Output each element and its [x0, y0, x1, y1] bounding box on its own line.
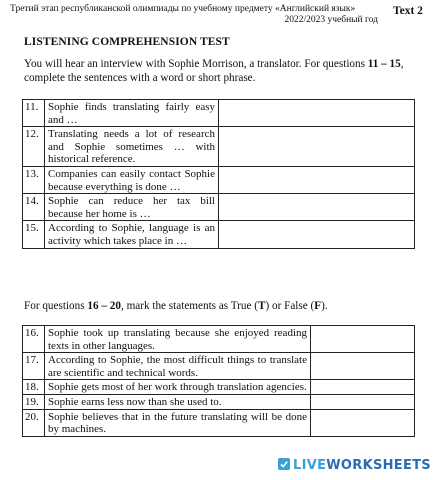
question-text: According to Sophie, language is an activity which takes place in … [45, 221, 219, 248]
question-text: Sophie finds translating fairly easy and … [45, 100, 219, 127]
text-label: Text 2 [393, 5, 423, 17]
instructions-1-range: 11 – 15 [367, 58, 401, 70]
question-text: Sophie took up translating because she enjoyed reading texts in other languages. [45, 326, 311, 353]
instructions-2-text-d: ). [321, 300, 328, 312]
instructions-2-text-b: , mark the statements as True ( [120, 300, 258, 312]
question-row [23, 166, 415, 193]
question-row [23, 353, 415, 380]
question-text: Sophie gets most of her work through translation agencies. [45, 380, 311, 395]
question-row [23, 409, 415, 436]
question-number: 17. [23, 353, 45, 380]
page-title: LISTENING COMPREHENSION TEST [24, 36, 230, 48]
instructions-2-text-a: For questions [24, 300, 88, 312]
true-false-field[interactable] [311, 409, 415, 436]
question-row [23, 127, 415, 167]
question-row [23, 221, 415, 248]
questions-table-2 [22, 325, 415, 437]
instructions-part-1 [24, 57, 410, 85]
question-row [23, 326, 415, 353]
answer-field[interactable] [219, 221, 415, 248]
liveworksheets-watermark [278, 458, 431, 473]
question-number: 16. [23, 326, 45, 353]
instructions-2-false: F [314, 300, 322, 312]
question-text: Translating needs a lot of research and Sophie sometimes … with historical reference. [45, 127, 219, 167]
question-number: 12. [23, 127, 45, 167]
answer-field[interactable] [219, 166, 415, 193]
true-false-field[interactable] [311, 326, 415, 353]
answer-field[interactable] [219, 100, 415, 127]
header-line-1: Третий этап республиканской олимпиады по учебному предмету «Английский язык» [10, 4, 356, 14]
question-number: 19. [23, 394, 45, 409]
question-text: Sophie earns less now than she used to. [45, 394, 311, 409]
instructions-2-text-c: ) or False ( [265, 300, 315, 312]
question-text: Sophie believes that in the future translating will be done by machines. [45, 409, 311, 436]
answer-field[interactable] [219, 127, 415, 167]
true-false-field[interactable] [311, 394, 415, 409]
true-false-field[interactable] [311, 380, 415, 395]
liveworksheets-logo-icon [278, 458, 290, 470]
question-number: 18. [23, 380, 45, 395]
question-row [23, 380, 415, 395]
instructions-1-text-a: You will hear an interview with Sophie Morrison, a translator. For questions [24, 58, 368, 70]
question-text: According to Sophie, the most difficult things to translate are scientific and technical words. [45, 353, 311, 380]
question-number: 11. [23, 100, 45, 127]
question-number: 20. [23, 409, 45, 436]
questions-table-1 [22, 99, 415, 249]
header-line-2: 2022/2023 учебный год [284, 15, 378, 25]
question-row [23, 100, 415, 127]
true-false-field[interactable] [311, 353, 415, 380]
watermark-live: LIVE [293, 458, 327, 473]
question-text: Companies can easily contact Sophie because everything is done … [45, 166, 219, 193]
instructions-2-range: 16 – 20 [87, 300, 121, 312]
instructions-part-2 [24, 299, 410, 313]
question-text: Sophie can reduce her tax bill because her home is … [45, 194, 219, 221]
question-row [23, 194, 415, 221]
question-number: 14. [23, 194, 45, 221]
answer-field[interactable] [219, 194, 415, 221]
question-number: 13. [23, 166, 45, 193]
olympiad-header [10, 4, 378, 26]
instructions-2-true: T [258, 300, 266, 312]
question-row [23, 394, 415, 409]
instructions-1-text-b: , complete the sentences with a word or short phrase. [24, 58, 404, 84]
watermark-rest: WORKSHEETS [326, 458, 431, 473]
question-number: 15. [23, 221, 45, 248]
